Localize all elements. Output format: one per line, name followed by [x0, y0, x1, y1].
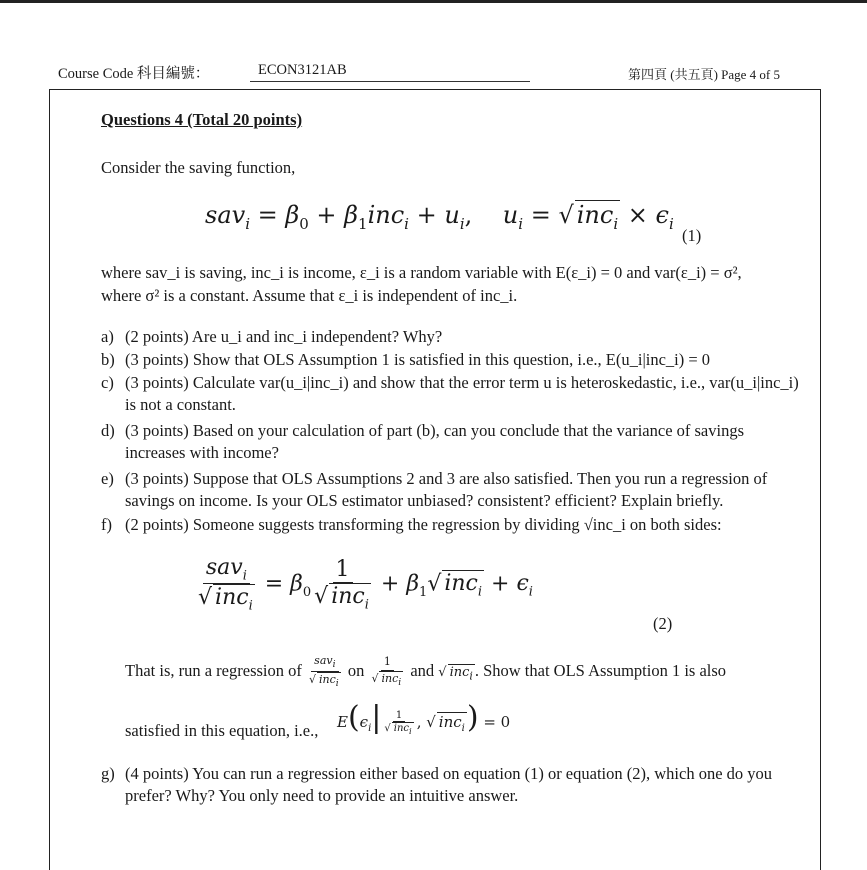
f-continuation-3: satisfied in this equation, i.e.,	[125, 721, 319, 740]
where-line-2: where σ² is a constant. Assume that ε_i is independent of inc_i.	[101, 286, 518, 305]
equation-2-number: (2)	[653, 614, 673, 633]
part-a	[101, 326, 801, 348]
equation-1: $sav_i = \beta_0 + \beta_1inc_i + u_i$, $u_i$ = √ $inc_i \times \epsilon_i$	[205, 201, 674, 233]
f-cont-on: on	[347, 660, 365, 680]
f-cont-text-1: That is, run a regression of	[125, 660, 302, 680]
part-e	[101, 468, 801, 512]
course-code-label: Course Code 科目編號：	[58, 66, 210, 82]
part-b-label: b)	[101, 350, 115, 369]
course-code-value: ECON3121AB	[258, 62, 347, 78]
part-d-label: d)	[101, 421, 115, 440]
part-f-text: (2 points) Someone suggests transforming the regression by dividing √inc_i on both sides:	[125, 515, 722, 534]
part-g-text: (4 points) You can run a regression either based on equation (1) or equation (2), which one do you prefer? Why? You only need to provide an intuitive answer.	[125, 764, 773, 805]
part-b-text: (3 points) Show that OLS Assumption 1 is satisfied in this question, i.e., E(u_i|inc_i) = 0	[125, 350, 711, 369]
question-intro: Consider the saving function,	[101, 158, 296, 177]
part-c-text: (3 points) Calculate var(u_i|inc_i) and show that the error term u is heteroskedastic, i.e., var(u_i|inc_i) is not a constant.	[125, 373, 799, 414]
part-f	[101, 514, 801, 536]
part-e-label: e)	[101, 469, 114, 488]
question-title: Questions 4 (Total 20 points)	[101, 110, 303, 129]
part-d	[101, 420, 801, 464]
part-b	[101, 349, 801, 371]
top-border	[0, 0, 867, 3]
part-g-label: g)	[101, 764, 115, 783]
page-info: 第四頁 (共五頁) Page 4 of 5	[628, 67, 781, 82]
part-a-text: (2 points) Are u_i and inc_i independent? Why?	[125, 327, 443, 346]
part-c	[101, 372, 801, 416]
f-cont-text-2: . Show that OLS Assumption 1 is also	[474, 660, 727, 680]
equation-1-number: (1)	[682, 226, 702, 245]
part-f-label: f)	[101, 515, 112, 534]
part-c-label: c)	[101, 373, 114, 392]
equation-f-conditional: $E(\epsilon_i|$ $\frac{1}{√ inc_i}$ , √ inc$_i$) = 0	[337, 700, 511, 736]
f-cont-and: and	[410, 660, 435, 680]
course-code-underline	[250, 81, 530, 82]
part-a-label: a)	[101, 327, 114, 346]
f-continuation-1: That is, run a regression of $\frac{sav_i}{√ inc_i}$ on $\frac{1}{√ inc_i}$ and √ inc$_i$ . Show that OLS Assumption 1 is also	[125, 654, 727, 690]
equation-2: $\frac{sav_i}{√ inc_i}$ = $\beta_0$ $\frac{1}{√ inc_i}$ + $\beta_1√$ $inc_i + \epsilon_i$	[198, 555, 533, 614]
part-d-text: (3 points) Based on your calculation of part (b), can you conclude that the variance of savings increases with income?	[125, 421, 745, 462]
part-g	[101, 763, 801, 807]
where-line-1: where sav_i is saving, inc_i is income, ε_i is a random variable with E(ε_i) = 0 and var(ε_i) = σ²,	[101, 263, 742, 282]
part-e-text: (3 points) Suppose that OLS Assumptions 2 and 3 are also satisfied. Then you run a regression of savings on income. Is your OLS estimator unbiased? consistent? efficient? Explain briefly.	[125, 469, 768, 510]
